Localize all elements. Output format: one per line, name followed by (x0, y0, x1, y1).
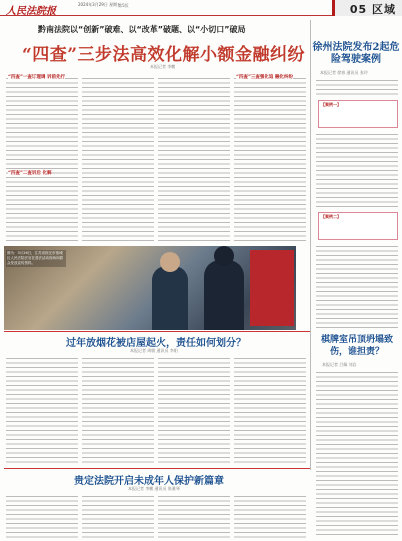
middle-column-1 (6, 356, 78, 466)
case-box-2 (318, 212, 398, 240)
column-divider (310, 20, 311, 470)
middle-column-4 (234, 356, 306, 466)
right-headline: 棋牌室吊顶坍塌致伤，谁担责？ (320, 335, 393, 357)
bottom-column-4 (234, 494, 306, 538)
bottom-rule (4, 468, 310, 469)
middle-byline: 本报记者 周敏 通讯员 李阳 (130, 348, 178, 353)
issue-date: 2024年3月29日 星期五 (78, 2, 122, 7)
bottom-byline: 本报记者 李鹏 通讯员 陈雅琴 (128, 486, 180, 491)
sidebar-text-2 (316, 132, 398, 208)
person-head (160, 252, 180, 272)
right-byline: 本报记者 吕佩 刘岩 (322, 362, 357, 367)
officer-figure (204, 260, 244, 330)
officer-cap (214, 246, 234, 266)
section-label: 05 区域 (349, 3, 396, 16)
lead-subhead-2: “四查”二查诉后 化解 (8, 171, 52, 176)
middle-column-3 (158, 356, 230, 466)
edition-number: 第5版 (118, 3, 129, 8)
bottom-headline: 贵定法院开启未成年人保护新篇章 (74, 476, 224, 487)
lead-headline: “四查”三步法高效化解小额金融纠纷 (22, 45, 306, 65)
case-label-1: 【案例一】 (321, 102, 341, 107)
sidebar-text-3 (316, 244, 398, 328)
middle-column-2 (82, 356, 154, 466)
lead-byline: 本报记者 李鹏 (150, 64, 176, 69)
case-box-1 (318, 100, 398, 128)
sidebar-byline: 本报记者 徐春 通讯员 张玲 (320, 70, 368, 75)
middle-headline: 过年放烟花被店屋起火，责任如何划分？ (66, 338, 246, 349)
lead-column-3 (158, 76, 230, 242)
bottom-column-2 (82, 494, 154, 538)
lead-subhead-3: “四查”三查强化追 融化纠纷 (236, 75, 293, 80)
right-column (316, 370, 398, 536)
photo-caption: 图为：3月26日，江苏省宿迁市宿城区人民法院法官在普法活动现场向群众发放宣传资料。 (6, 250, 66, 267)
person-figure (152, 266, 188, 330)
lead-subhead-1: “四查”一查订理调 诉前先行 (8, 75, 65, 80)
case-label-2: 【案例二】 (321, 214, 341, 219)
masthead (0, 0, 402, 16)
sidebar-text-1 (316, 78, 398, 98)
section-badge (332, 0, 402, 16)
lead-kicker: 黔南法院以“创新”破难、以“改革”破题、以“小切口”破局 (38, 25, 246, 34)
bottom-column-3 (158, 494, 230, 538)
bottom-column-1 (6, 494, 78, 538)
section-rule (4, 331, 310, 332)
newspaper-logo: 人民法院报 (6, 6, 56, 17)
sidebar-title: 徐州法院发布2起危险驾驶案例 (312, 42, 400, 65)
display-board (250, 250, 294, 326)
lead-column-4 (234, 76, 306, 242)
lead-column-1 (6, 76, 78, 242)
lead-column-2 (82, 76, 154, 242)
